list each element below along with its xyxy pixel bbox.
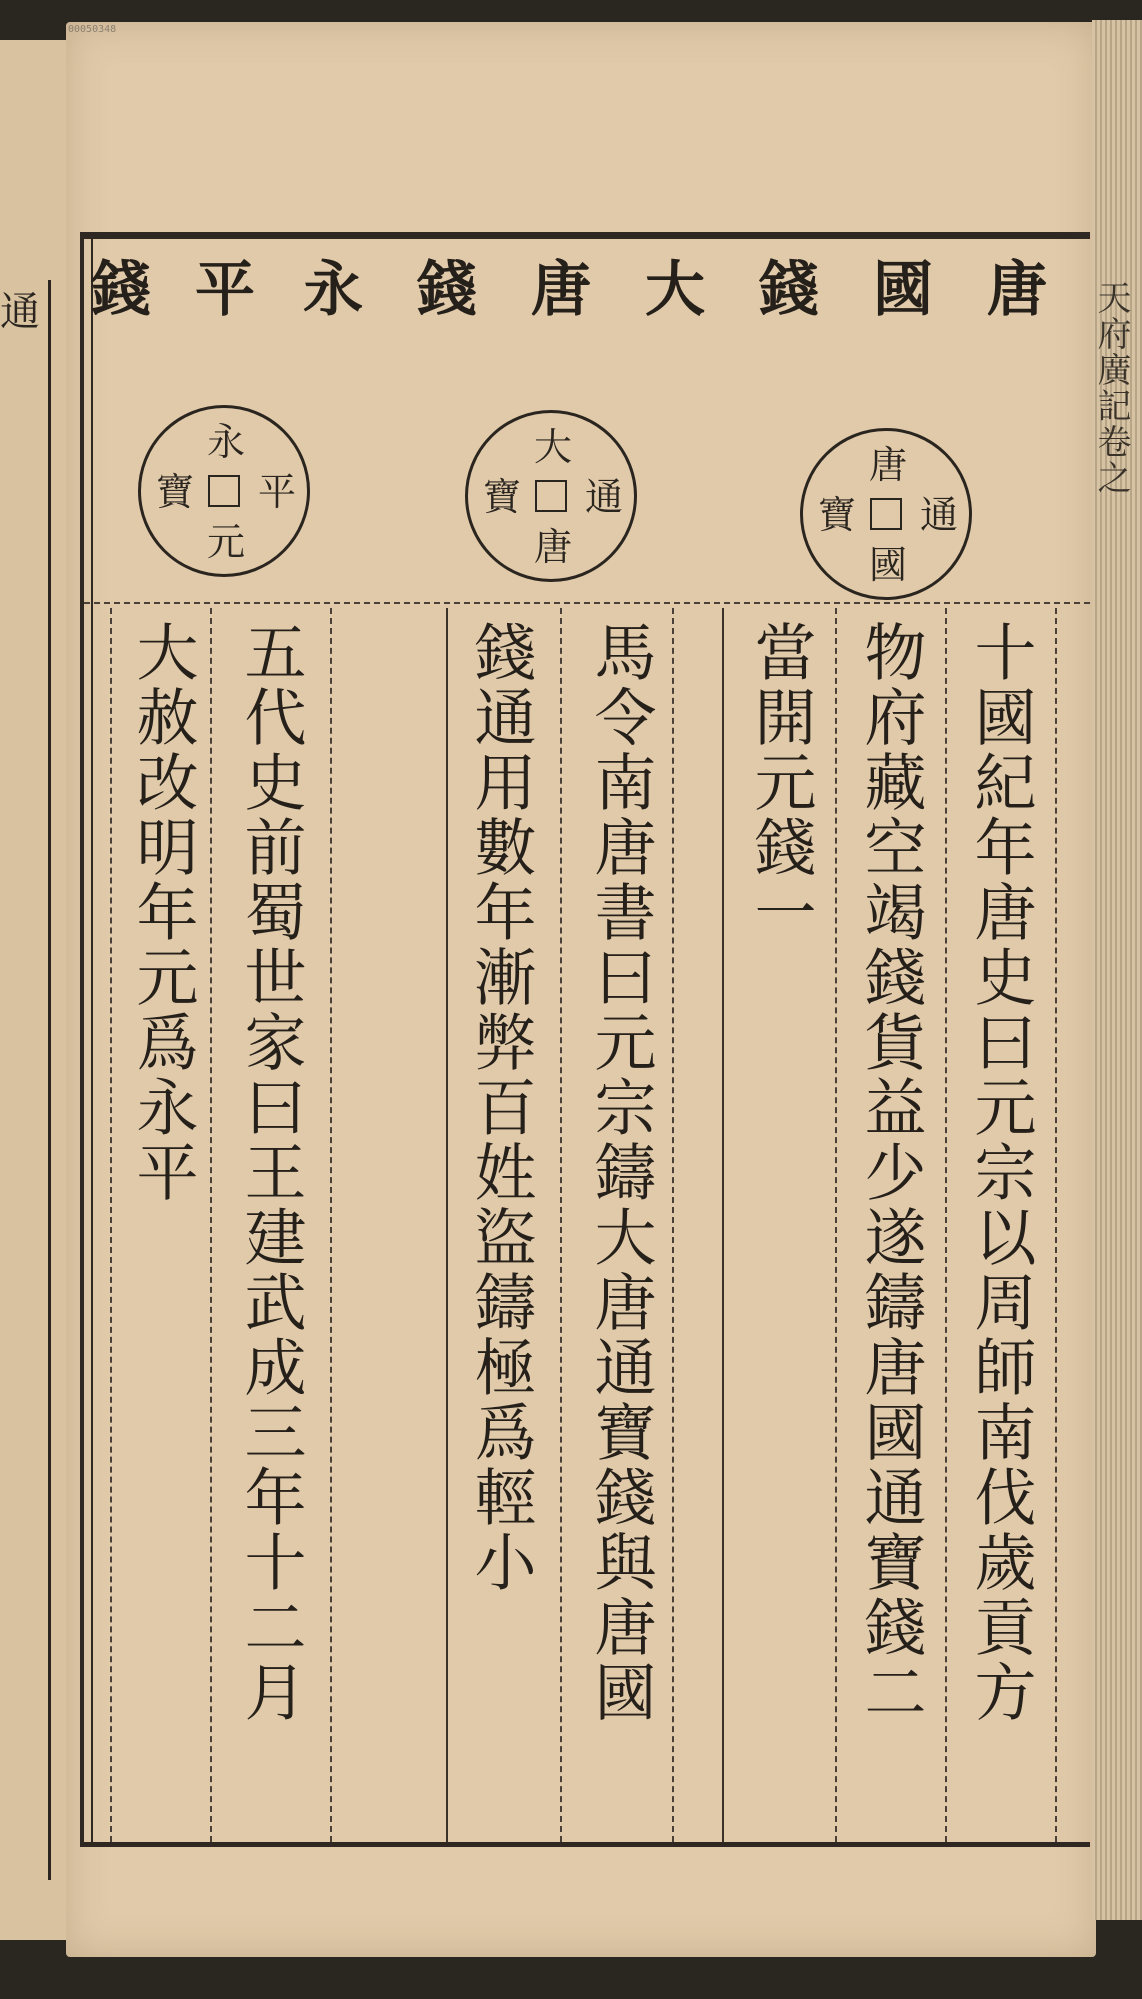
scan-id: 00050348 [68, 24, 117, 35]
coin-square-hole [870, 498, 902, 530]
coin-square-hole [535, 480, 567, 512]
column-rule [210, 608, 212, 1842]
column-rule [446, 608, 448, 1842]
frame-bottom-border [80, 1842, 1090, 1847]
column-rule [945, 608, 947, 1842]
coin-glyph-bottom: 唐 [533, 525, 572, 569]
coin-glyph-right: 平 [257, 470, 296, 514]
left-page-edge [0, 40, 71, 1940]
text-column: 五代史前蜀世家曰王建武成三年十二月 [234, 620, 307, 1725]
text-column: 大赦改明年元爲永平 [126, 620, 199, 1205]
column-rule [672, 608, 674, 1842]
text-column: 當開元錢一 [744, 620, 817, 945]
column-rule [722, 608, 724, 1842]
coin-glyph-bottom: 國 [868, 543, 907, 587]
text-column: 十國紀年唐史曰元宗以周師南伐歲貢方 [964, 620, 1037, 1725]
column-rule [560, 608, 562, 1842]
column-rule [1055, 608, 1057, 1842]
title-char: 平 [195, 255, 255, 325]
header-rule [84, 602, 1090, 604]
coin-glyph-right: 通 [584, 475, 623, 519]
column-rule [835, 608, 837, 1842]
left-page-border [8, 280, 51, 1880]
coin-glyph-bottom: 元 [206, 520, 245, 564]
frame-left-inner-border [91, 232, 93, 1847]
text-column: 錢通用數年漸弊百姓盜鑄極爲輕小 [464, 620, 537, 1595]
frame-left-border [80, 232, 84, 1847]
title-char: 唐 [987, 255, 1047, 325]
frame-top-border [80, 232, 1090, 239]
column-rule [110, 608, 112, 1842]
coin-glyph-left: 寶 [482, 475, 521, 519]
coin-glyph-left: 寶 [155, 470, 194, 514]
title-char: 唐 [531, 255, 591, 325]
coin-tang-guo-tong-bao [800, 428, 972, 600]
right-edge-fragment: 天府廣記卷之 [1091, 280, 1131, 496]
coin-glyph-right: 通 [919, 493, 958, 537]
title-char: 錢 [759, 255, 819, 325]
coin-yong-ping-yuan-bao [138, 405, 310, 577]
title-char: 錢 [417, 255, 477, 325]
left-page-fragment: 通 [0, 289, 40, 335]
title-char: 錢 [91, 255, 151, 325]
coin-glyph-top: 大 [533, 425, 572, 469]
column-rule [330, 608, 332, 1842]
text-column: 馬令南唐書曰元宗鑄大唐通寶錢與唐國 [584, 620, 657, 1725]
title-char: 國 [873, 255, 933, 325]
title-char: 永 [303, 255, 363, 325]
title-char: 大 [645, 255, 705, 325]
text-column: 物府藏空竭錢貨益少遂鑄唐國通寶錢二 [854, 620, 927, 1725]
right-page-stack [1092, 20, 1142, 1920]
coin-glyph-top: 唐 [868, 443, 907, 487]
coin-glyph-left: 寶 [817, 493, 856, 537]
coin-glyph-top: 永 [206, 420, 245, 464]
coin-da-tang-tong-bao [465, 410, 637, 582]
coin-square-hole [208, 475, 240, 507]
